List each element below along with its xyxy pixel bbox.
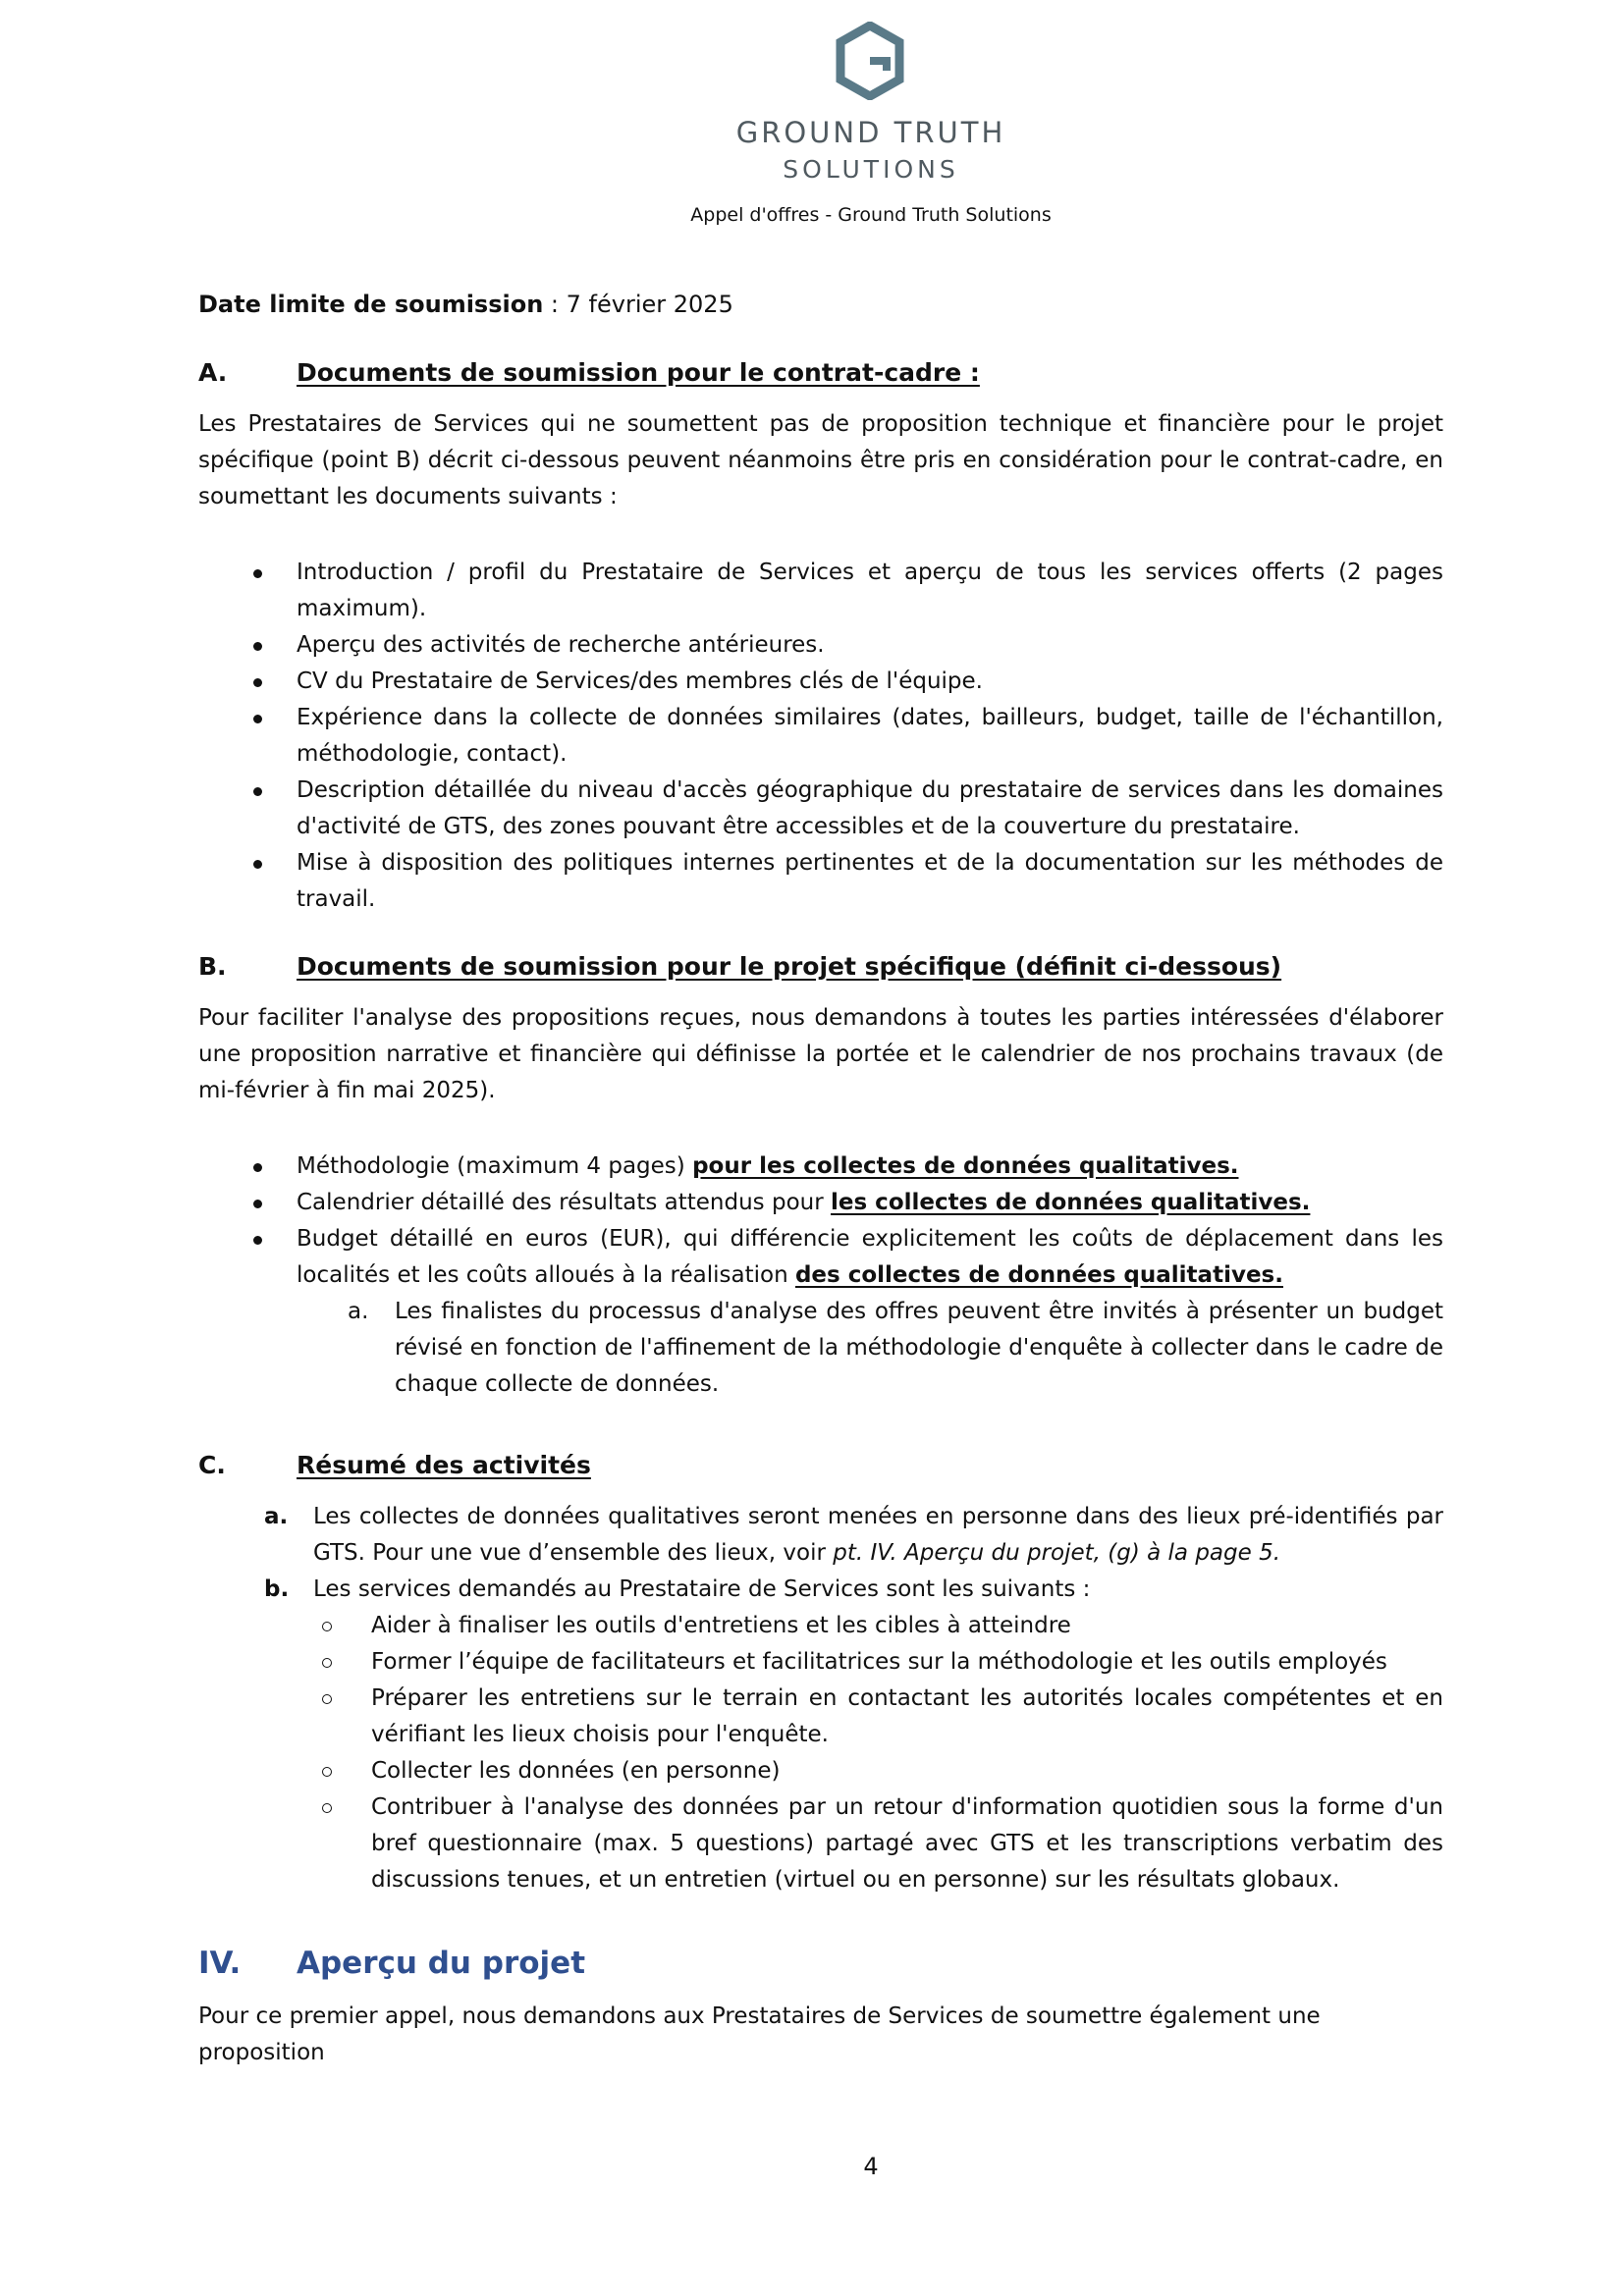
deadline-line (198, 285, 1443, 324)
section-iv-title: Aperçu du projet (297, 1946, 586, 1981)
service-list-item: Collecter les données (en personne) (198, 1753, 1443, 1789)
section-b-sub-item: a. Les finalistes du processus d'analyse des offres peuvent être invités à présenter un budget révisé en fonction de l'affinement de la méthodologie d'enquête à collecter dans le cadre de chaque collecte de données. (198, 1294, 1443, 1403)
section-iv-number: IV. (198, 1946, 242, 1981)
bullet-dot-icon (253, 642, 262, 651)
section-a-letter: A. (198, 358, 228, 387)
logo-wordmark-line2: SOLUTIONS (783, 155, 959, 184)
section-b-letter: B. (198, 952, 227, 981)
bullet-dot-icon (253, 860, 262, 869)
list-item: Méthodologie (maximum 4 pages) pour les collectes de données qualitatives. (198, 1148, 1443, 1185)
section-iv-intro: Pour ce premier appel, nous demandons aux Prestataires de Services de soumettre également une proposition (198, 2003, 1321, 2065)
circle-bullet-icon (322, 1694, 332, 1704)
gts-hexagon-logo-icon (836, 22, 904, 100)
logo-wordmark-line1: GROUND TRUTH (735, 116, 1006, 149)
list-item: CV du Prestataire de Services/des membres clés de l'équipe. (198, 664, 1443, 700)
bullet-dot-icon (253, 1200, 262, 1208)
section-c-letter: C. (198, 1451, 226, 1479)
section-a-bullet-list (198, 555, 1443, 918)
deadline-sep: : (543, 291, 567, 318)
circle-bullet-icon (322, 1803, 332, 1813)
page-reference: pt. IV. Aperçu du projet, (g) à la page 5. (833, 1540, 1281, 1566)
list-item: Aperçu des activités de recherche antérieures. (198, 627, 1443, 664)
section-c-item-a: a. Les collectes de données qualitatives seront menées en personne dans des lieux pré-identifiés par GTS. Pour une vue d’ensemble des lieux, voir pt. IV. Aperçu du projet, (g) à la page 5. (198, 1499, 1443, 1572)
document-header-subtitle: Appel d'offres - Ground Truth Solutions (690, 204, 1052, 226)
page-number: 4 (863, 2153, 879, 2180)
list-item: Introduction / profil du Prestataire de Services et aperçu de tous les services offerts (2 pages maximum). (198, 555, 1443, 627)
section-b-title: Documents de soumission pour le projet spécifique (définit ci-dessous) (297, 952, 1282, 981)
service-list-item: Aider à finaliser les outils d'entretiens et les cibles à atteindre (198, 1608, 1443, 1644)
circle-bullet-icon (322, 1622, 332, 1631)
service-list-item: Former l’équipe de facilitateurs et facilitatrices sur la méthodologie et les outils employés (198, 1644, 1443, 1681)
section-a-title: Documents de soumission pour le contrat-cadre : (297, 358, 980, 387)
item-marker: a. (264, 1504, 289, 1529)
section-b-heading (198, 947, 1443, 987)
list-item: Mise à disposition des politiques internes pertinentes et de la documentation sur les méthodes de travail. (198, 845, 1443, 918)
service-list-item: Préparer les entretiens sur le terrain en contactant les autorités locales compétentes et en vérifiant les lieux choisis pour l'enquête. (198, 1681, 1443, 1753)
circle-bullet-icon (322, 1767, 332, 1777)
list-item: Budget détaillé en euros (EUR), qui différencie explicitement les coûts de déplacement dans les localités et les coûts alloués à la réalisation des collectes de données qualitatives. (198, 1221, 1443, 1294)
service-list-item: Contribuer à l'analyse des données par un retour d'information quotidien sous la forme d'un bref questionnaire (max. 5 questions) partagé avec GTS et les transcriptions verbatim des discussions tenues, et un entretien (virtuel ou en personne) sur les résultats globaux. (198, 1789, 1443, 1898)
list-item: Calendrier détaillé des résultats attendus pour les collectes de données qualitatives. (198, 1185, 1443, 1221)
bullet-dot-icon (253, 715, 262, 723)
bullet-dot-icon (253, 1163, 262, 1172)
section-a-intro: Les Prestataires de Services qui ne soumettent pas de proposition technique et financière pour le projet spécifique (point B) décrit ci-dessous peuvent néanmoins être pris en considération pour le contrat-cadre, en soumettant les documents suivants : (198, 411, 1443, 509)
bullet-dot-icon (253, 787, 262, 796)
section-c-item-b: b. Les services demandés au Prestataire de Services sont les suivants : (198, 1572, 1443, 1608)
section-c-title: Résumé des activités (297, 1451, 591, 1479)
section-b-intro: Pour faciliter l'analyse des propositions reçues, nous demandons à toutes les parties intéressées d'élaborer une proposition narrative et financière qui définisse la portée et le calendrier de nos prochains travaux (de mi-février à fin mai 2025). (198, 1005, 1443, 1103)
deadline-value: 7 février 2025 (566, 291, 733, 318)
bullet-dot-icon (253, 569, 262, 578)
list-item: Description détaillée du niveau d'accès géographique du prestataire de services dans les domaines d'activité de GTS, des zones pouvant être accessibles et de la couverture du prestataire. (198, 773, 1443, 845)
list-item: Expérience dans la collecte de données similaires (dates, bailleurs, budget, taille de l'échantillon, méthodologie, contact). (198, 700, 1443, 773)
sub-item-marker: a. (348, 1299, 369, 1324)
deadline-label: Date limite de soumission (198, 291, 544, 318)
section-c-heading (198, 1446, 1443, 1485)
item-marker: b. (264, 1576, 290, 1602)
document-body (198, 285, 1443, 2071)
section-b-bullet-list (198, 1148, 1443, 1294)
bullet-dot-icon (253, 1236, 262, 1245)
section-iv-heading (198, 1942, 1443, 1985)
bullet-dot-icon (253, 678, 262, 687)
section-a-heading (198, 353, 1443, 393)
circle-bullet-icon (322, 1658, 332, 1668)
